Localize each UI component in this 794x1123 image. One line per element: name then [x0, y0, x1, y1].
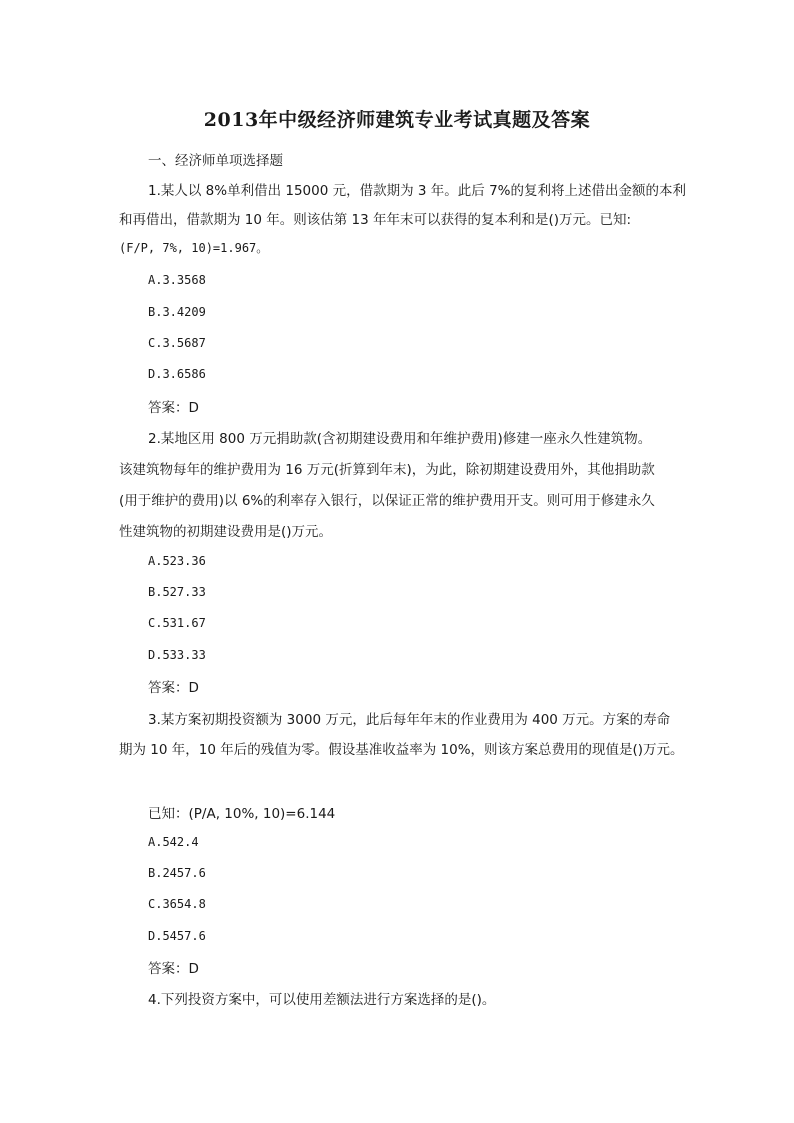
section-heading: 一、经济师单项选择题 — [148, 153, 283, 169]
q3-text-line-2: 期为 10 年，10 年后的残值为零。假设基准收益率为 10%，则该方案总费用的现值是()万元。 — [119, 742, 684, 758]
q3-option-d: D.5457.6 — [148, 929, 206, 943]
q1-option-b: B.3.4209 — [148, 305, 206, 319]
q3-known-values: 已知：(P/A, 10%, 10)=6.144 — [148, 806, 336, 822]
q3-text-line-1: 3.某方案初期投资额为 3000 万元，此后每年年末的作业费用为 400 万元。方案的寿命 — [148, 712, 671, 728]
q1-text-line-2: 和再借出，借款期为 10 年。则该估第 13 年年末可以获得的复本利和是()万元。已知: — [119, 212, 632, 228]
q2-option-c: C.531.67 — [148, 616, 206, 630]
q1-option-c: C.3.5687 — [148, 336, 206, 350]
q2-text-line-1: 2.某地区用 800 万元捐助款(含初期建设费用和年维护费用)修建一座永久性建筑物。 — [148, 431, 652, 447]
q1-text-line-3: (F/P, 7%, 10)=1.967。 — [119, 241, 269, 255]
q2-text-line-3: (用于维护的费用)以 6%的利率存入银行，以保证正常的维护费用开支。则可用于修建永久 — [119, 493, 655, 509]
q2-text-line-4: 性建筑物的初期建设费用是()万元。 — [119, 524, 333, 540]
q2-option-d: D.533.33 — [148, 648, 206, 662]
q2-answer: 答案：D — [148, 680, 199, 696]
q4-text-line-1: 4.下列投资方案中，可以使用差额法进行方案选择的是()。 — [148, 992, 496, 1008]
q1-option-a: A.3.3568 — [148, 273, 206, 287]
q3-option-b: B.2457.6 — [148, 866, 206, 880]
q2-option-a: A.523.36 — [148, 554, 206, 568]
page-title: 2013年中级经济师建筑专业考试真题及答案 — [203, 109, 591, 131]
q1-answer: 答案：D — [148, 400, 199, 416]
q3-option-a: A.542.4 — [148, 835, 199, 849]
q2-option-b: B.527.33 — [148, 585, 206, 599]
q3-option-c: C.3654.8 — [148, 897, 206, 911]
q2-text-line-2: 该建筑物每年的维护费用为 16 万元(折算到年末)，为此，除初期建设费用外，其他捐助款 — [119, 462, 655, 478]
q1-text-line-1: 1.某人以 8%单利借出 15000 元，借款期为 3 年。此后 7%的复利将上述借出金额的本利 — [148, 183, 686, 199]
q1-option-d: D.3.6586 — [148, 367, 206, 381]
q3-answer: 答案：D — [148, 961, 199, 977]
